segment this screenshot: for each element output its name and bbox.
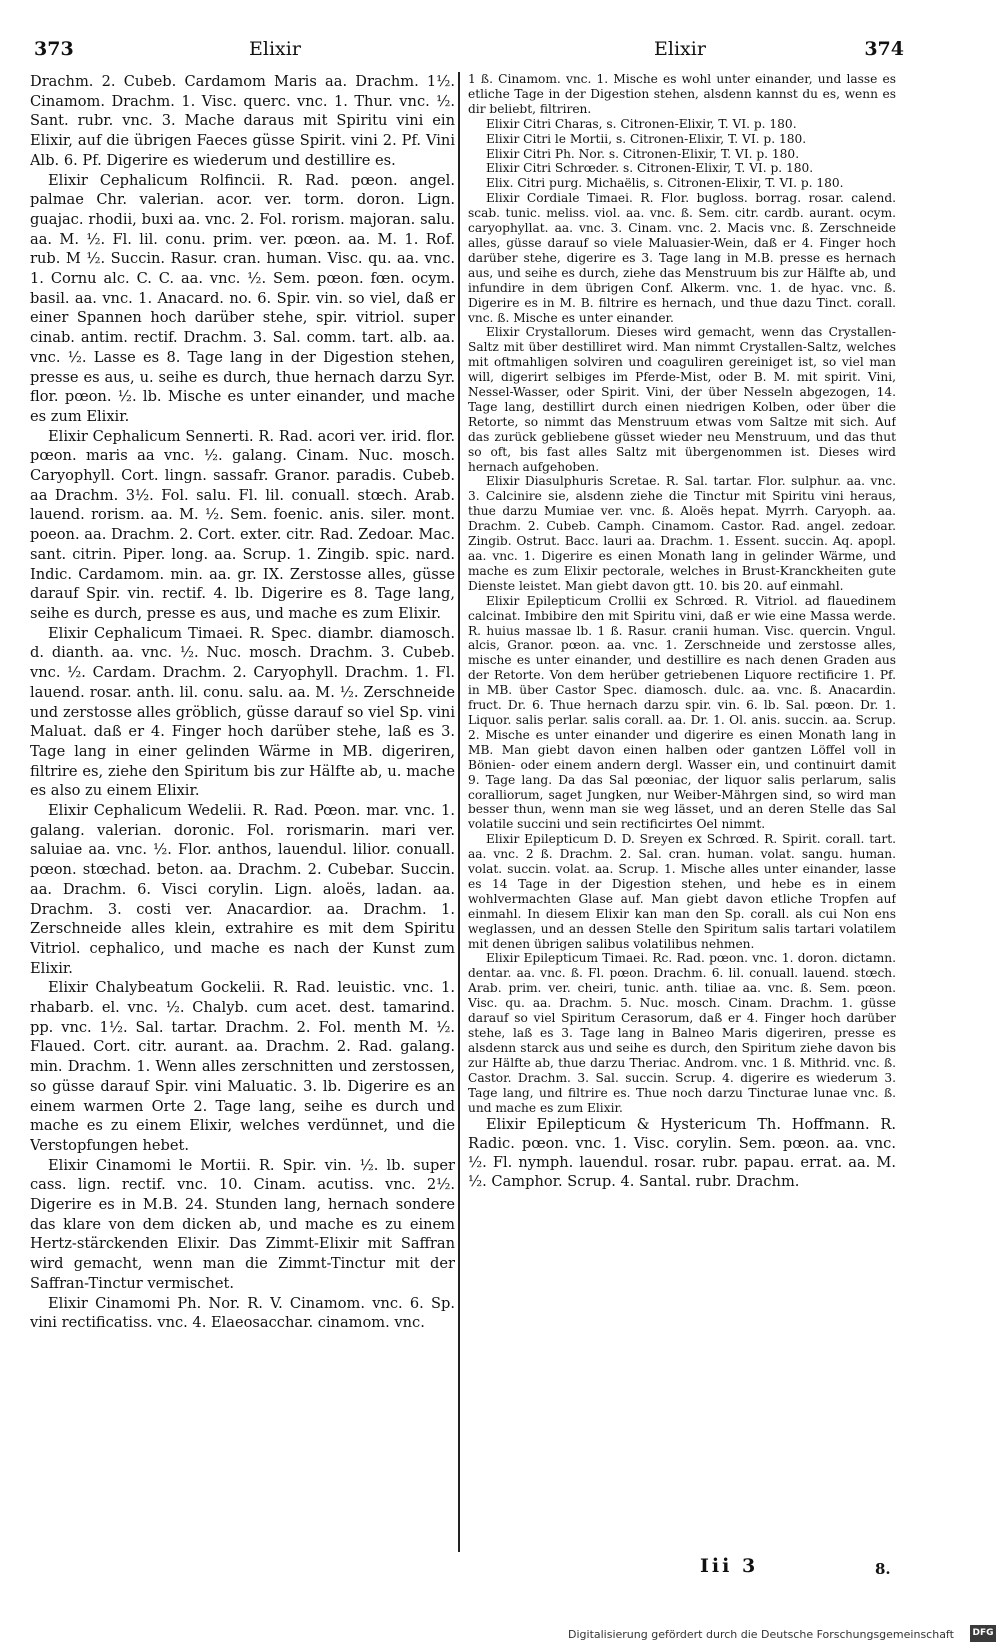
entry-paragraph: Elixir Chalybeatum Gockelii. R. Rad. leuistic. vnc. 1. rhabarb. el. vnc. ½. Chalyb. cum acet. dest. tamarind. pp. vnc. 1½. Sal. tartar. Drachm. 2. Fol. menth M. ½. Flaued. Cort. citr. aurant. aa. Drachm. 2. Rad. galang. min. Drachm. 1. Wenn alles zerschnitten und zerstossen, so güsse darauf Spir. vini Maluatic. 3. lb. Digerire es an einem warmen Orte 2. Tage lang, seihe es durch und mache es zu einem Elixir, welches verdünnet, und die Verstopfungen hebet. [30,979,455,1154]
entry-paragraph: Elixir Cinamomi Ph. Nor. R. V. Cinamom. vnc. 6. Sp. vini rectificatiss. vnc. 4. Elaeosacchar. cinamom. vnc. [30,1294,455,1332]
entry-paragraph: Elixir Cephalicum Sennerti. R. Rad. acori ver. irid. flor. pœon. maris aa vnc. ½. galang. Cinam. Nuc. mosch. Caryophyll. Cort. lingn. sassafr. Granor. paradis. Cubeb. aa Drachm. 3½. Fol. salu. Fl. lil. conuall. stœch. Arab. lauend. rorism. aa. M. ½. Sem. foenic. anis. siler. mont. poeon. aa. Drachm. 2. Cort. exter. citr. Rad. Zedoar. Mac. sant. citrin. Piper. long. aa. Scrup. 1. Zingib. spic. nard. Indic. Cardamom. min. aa. gr. IX. Zerstosse alles, güsse darauf Spir. vin. rectif. 4. lb. Digerire es 8. Tage lang, seihe es durch, presse es aus, und mache es zum Elixir. [30,427,455,622]
entry-paragraph: 1 ß. Cinamom. vnc. 1. Mische es wohl unter einander, und lasse es etliche Tage in der Digestion stehen, alsdenn kannst du es, wenn es dir beliebt, filtriren. [468,72,896,116]
catchword: 8. [875,1560,891,1578]
entry-paragraph: Elixir Cordiale Timaei. R. Flor. bugloss. borrag. rosar. calend. scab. tunic. meliss. viol. aa. vnc. ß. Sem. citr. cardb. aurant. ocym. caryophyllat. aa. vnc. 3. Cinam. vnc. 2. Macis vnc. ß. Zerschneide alles, güsse darauf so viele Maluasier-Wein, daß er 4. Finger hoch darüber stehe, digerire es 3. Tage lang in M.B. presse es hernach aus, und seihe es durch, ziehe das Menstruum bis zur Hälfte ab, und infundire in dem übrigen Conf. Alkerm. vnc. 1. de hyac. vnc. ß. Digerire es in M. B. filtrire es hernach, und thue dazu Tinct. corall. vnc. ß. Mische es unter einander. [468,191,896,325]
page-number-right: 374 [864,38,904,60]
dfg-logo: DFG [970,1625,996,1642]
credit-text: Digitalisierung gefördert durch die Deutsche Forschungsgemeinschaft [568,1628,954,1641]
right-column [468,72,896,1552]
entry-paragraph: Elixir Cephalicum Timaei. R. Spec. diambr. diamosch. d. dianth. aa. vnc. ½. Nuc. mosch. Drachm. 3. Cubeb. vnc. ½. Cardam. Drachm. 2. Caryophyll. Drachm. 1. Fl. lauend. rosar. anth. lil. conu. salu. aa. M. ½. Zerschneide und zerstosse alles gröblich, güsse darauf so viel Sp. vini Maluat. daß er 4. Finger hoch darüber stehe, laß es 3. Tage lang in einer gelinden Wärme in MB. digeriren, filtrire es, ziehe den Spiritum bis zur Hälfte ab, u. mache es also zu einem Elixir. [30,624,455,800]
running-title-right: Elixir [654,38,706,60]
entry-paragraph: Elixir Cephalicum Rolfincii. R. Rad. pœon. angel. palmae Chr. valerian. acor. ver. torm. doron. Lign. guajac. rhodii, buxi aa. vnc. 2. Fol. rorism. majoran. salu. aa. M. ½. Fl. lil. conu. prim. ver. pœon. aa. M. 1. Rof. rub. M ½. Succin. Rasur. cran. human. Visc. qu. aa. vnc. 1. Cornu alc. C. C. aa. vnc. ½. Sem. pœon. fœn. ocym. basil. aa. vnc. 1. Anacard. no. 6. Spir. vin. so viel, daß er einer Spannen hoch darüber stehe, spir. vitriol. super cinab. antim. rectif. Drachm. 3. Sal. comm. tart. alb. aa. vnc. ½. Lasse es 8. Tage lang in der Digestion stehen, presse es aus, u. seihe es durch, thue hernach darzu Syr. flor. pœon. ½. lb. Mische es unter einander, und mache es zum Elixir. [30,171,455,425]
left-column [30,72,455,1552]
entry-paragraph: Drachm. 2. Cubeb. Cardamom Maris aa. Drachm. 1½. Cinamom. Drachm. 1. Visc. querc. vnc. 1. Thur. vnc. ½. Sant. rubr. vnc. 3. Mache daraus mit Spiritu vini ein Elixir, auf die übrigen Faeces güsse Spirit. vini 2. Pf. Vini Alb. 6. Pf. Digerire es wiederum und destillire es. [30,73,455,169]
entry-paragraph: Elixir Epilepticum Timaei. Rc. Rad. pœon. vnc. 1. doron. dictamn. dentar. aa. vnc. ß. Fl. pœon. Drachm. 6. lil. conuall. lauend. stœch. Arab. prim. ver. cheiri, tunic. anth. tiliae aa. vnc. ß. Sem. pœon. Visc. qu. aa. Drachm. 5. Nuc. mosch. Cinam. Drachm. 1. güsse darauf so viel Spiritum Cerasorum, daß er 4. Finger hoch darüber stehe, laß es 3. Tage lang in Balneo Maris digeriren, presse es alsdenn starck aus und seihe es durch, den Spiritum ziehe davon bis zur Hälfte ab, thue darzu Theriac. Androm. vnc. 1 ß. Mithrid. vnc. ß. Castor. Drachm. 3. Sal. succin. Scrup. 4. digerire es wiederum 3. Tage lang, und filtrire es. Thue noch darzu Tincturae lunae vnc. ß. und mache es zum Elixir. [468,951,896,1115]
entry-paragraph: Elixir Epilepticum Crollii ex Schrœd. R. Vitriol. ad flauedinem calcinat. Imbibire den mit Spiritu vini, daß er wie eine Massa werde. R. huius massae lb. 1 ß. Rasur. cranii human. Visc. quercin. Vngul. alcis, Granor. pœon. aa. vnc. 1. Zerschneide und zerstosse alles, mische es unter einander, und destillire es nach denen Graden aus der Retorte. Von dem herüber getriebenen Liquore rectificire 1. Pf. in MB. über Castor Spec. diamosch. dulc. aa. vnc. ß. Anacardin. fruct. Dr. 6. Thue hernach darzu spir. vin. 6. lb. Sal. pœon. Dr. 1. Liquor. salis perlar. salis corall. aa. Dr. 1. Ol. anis. succin. aa. Scrup. 2. Mische es unter einander und digerire es einen Monath lang in MB. Man giebt davon einen halben oder gantzen Löffel voll in Bönien- oder einem andern dergl. Wasser ein, und continuirt damit 9. Tage lang. Da das Sal pœoniac, der liquor salis perlarum, salis coralliorum, saget Jungken, nur Weiber-Mährgen sind, so wird man besser thun, wenn man sie weg lässet, und an deren Stelle das Sal volatile succini und sein rectificirtes Oel nimmt. [468,593,896,832]
entry-paragraph: Elixir Cephalicum Wedelii. R. Rad. Pœon. mar. vnc. 1. galang. valerian. doronic. Fol. rorismarin. mari ver. saluiae aa. vnc. ½. Flor. anthos, lauendul. lilior. conuall. pœon. stœchad. beton. aa. Drachm. 2. Cubebar. Succin. aa. Drachm. 6. Visci corylin. Lign. aloës, ladan. aa. Drachm. 3. costi ver. Anacardior. aa. Drachm. 1. Zerschneide alles klein, extrahire es mit dem Spiritu Vitriol. cephalico, und mache es nach der Kunst zum Elixir. [30,802,455,977]
signature-mark: Iii 3 [700,1555,759,1577]
entry-paragraph: Elixir Citri le Mortii, s. Citronen-Elixir, T. VI. p. 180. [486,131,807,146]
entry-paragraph: Elixir Epilepticum & Hystericum Th. Hoffmann. R. Radic. pœon. vnc. 1. Visc. corylin. Sem. pœon. aa. vnc. ½. Fl. nymph. lauendul. rosar. rubr. papau. errat. aa. M. ½. Camphor. Scrup. 4. Santal. rubr. Drachm. [468,1116,896,1191]
page-number-left: 373 [34,38,74,60]
running-title-left: Elixir [249,38,301,60]
entry-paragraph: Elixir Crystallorum. Dieses wird gemacht, wenn das Crystallen-Saltz mit über destilliret wird. Man nimmt Crystallen-Saltz, welches mit oftmahligen solviren und coaguliren gereiniget ist, so viel man will, digerirt selbiges im Pferde-Mist, oder B. M. mit spirit. Vini, Nessel-Wasser, oder Spirit. Vini, der über Nesseln abgezogen, 14. Tage lang, destillirt durch einen niedrigen Kolben, oder über die Retorte, so nimmt das Menstruum etwas vom Saltze mit sich. Auf das zurück gebliebene güsset wieder neu Menstruum, und das thut so oft, bis fast alles Saltz mit übergenommen ist. Dieses wird hernach aufgehoben. [468,325,896,474]
entry-paragraph: Elixir Citri Schrœder. s. Citronen-Elixir, T. VI. p. 180. [486,161,814,176]
entry-paragraph: Elixir Citri Charas, s. Citronen-Elixir, T. VI. p. 180. [486,116,797,131]
digitization-credit [568,1625,998,1645]
entry-paragraph: Elix. Citri purg. Michaëlis, s. Citronen-Elixir, T. VI. p. 180. [486,176,844,191]
entry-paragraph: Elixir Epilepticum D. D. Sreyen ex Schrœd. R. Spirit. corall. tart. aa. vnc. 2 ß. Drachm. 2. Sal. cran. human. volat. sangu. human. volat. succin. volat. aa. Scrup. 1. Mische alles unter einander, lasse es 14 Tage in der Digestion stehen, und hebe es in einem wohlvermachten Glase auf. Man giebt davon etliche Tropfen auf einmahl. In diesem Elixir kan man den Sp. corall. als cui Non ens weglassen, und an dessen Stelle den Spiritum salis tartari volatilem mit denen übrigen salibus volatilibus nehmen. [468,832,896,951]
running-header [24,34,904,66]
column-divider [458,72,460,1552]
entry-paragraph: Elixir Cinamomi le Mortii. R. Spir. vin. ½. lb. super cass. lign. rectif. vnc. 10. Cinam. acutiss. vnc. 2½. Digerire es in M.B. 24. Stunden lang, hernach sondere das klare von dem dicken ab, und mache es zu einem Hertz-stärckenden Elixir. Das Zimmt-Elixir mit Saffran wird gemacht, wenn man die Zimmt-Tinctur mit der Saffran-Tinctur vermischet. [30,1156,455,1292]
entry-paragraph: Elixir Diasulphuris Scretae. R. Sal. tartar. Flor. sulphur. aa. vnc. 3. Calcinire sie, alsdenn ziehe die Tinctur mit Spiritu vini heraus, thue darzu Mumiae ver. vnc. ß. Aloës hepat. Myrrh. Caryoph. aa. Drachm. 2. Cubeb. Camph. Cinamom. Castor. Rad. angel. zedoar. Zingib. Ostrut. Bacc. lauri aa. Drachm. 1. Essent. succin. Aq. apopl. aa. vnc. 1. Digerire es einen Monath lang in gelinder Wärme, und mache es zum Elixir pectorale, welches in Brust-Kranckheiten gute Dienste leistet. Man giebt davon gtt. 10. bis 20. auf einmahl. [468,474,896,593]
entry-paragraph: Elixir Citri Ph. Nor. s. Citronen-Elixir, T. VI. p. 180. [486,146,800,161]
